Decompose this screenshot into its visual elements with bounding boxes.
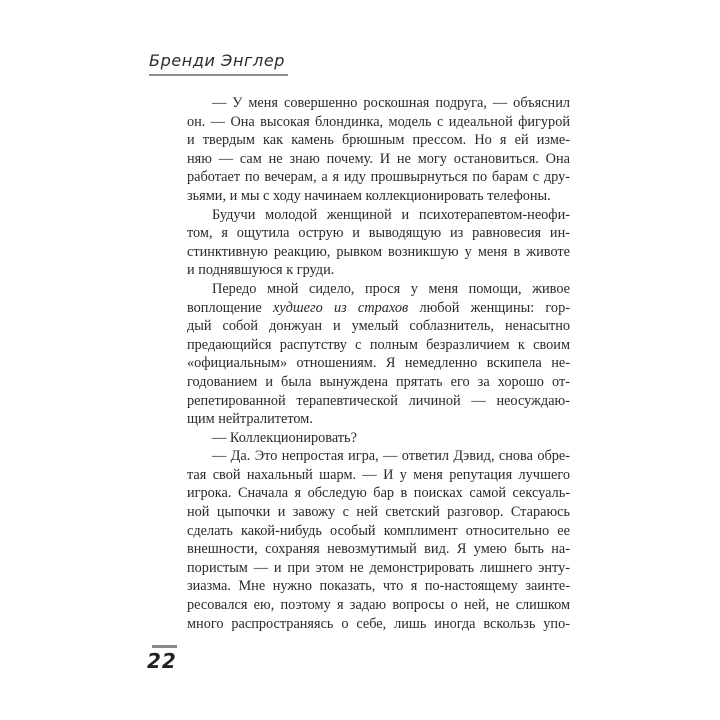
- text-segment: Будучи молодой женщиной и психотерапевтом-неофи-: [212, 206, 570, 223]
- text-segment: игрока. Сначала я обследую бар в поисках самой сексуаль-: [187, 485, 570, 502]
- text-segment: много распространяясь о себе, лишь иногда вскользь упо-: [187, 615, 570, 632]
- paragraph: [187, 280, 570, 429]
- text-line: [187, 354, 570, 373]
- text-line: [187, 559, 570, 578]
- text-segment: ной цыпочки и завожу с ней светский разговор. Стараюсь: [187, 504, 570, 521]
- paragraph: [187, 94, 570, 206]
- text-segment: тая свой нахальный шарм. — И у меня репутация лучшего: [187, 466, 570, 483]
- page-number: 22: [147, 649, 177, 673]
- text-line: [187, 336, 570, 355]
- text-segment: щим нейтралитетом.: [187, 411, 313, 428]
- text-segment: любой женщины: гор-: [408, 299, 570, 316]
- italic-text-segment: худшего из страхов: [272, 299, 409, 316]
- text-segment: репетированной терапевтической личиной — неосуждаю-: [187, 392, 570, 409]
- text-line: [187, 113, 570, 132]
- text-line: [187, 522, 570, 541]
- text-segment: сделать какой-нибудь особый комплимент относительно ее: [187, 522, 570, 539]
- running-header-author: Бренди Энглер: [149, 51, 288, 76]
- text-line: [187, 615, 570, 634]
- paragraph: [187, 206, 570, 280]
- text-segment: предающийся распутству с полным безразличием к своим: [187, 336, 570, 353]
- text-segment: — У меня совершенно роскошная подруга, — объяснил: [212, 95, 570, 111]
- text-line: [187, 392, 570, 411]
- text-segment: воплощение: [187, 299, 273, 316]
- text-segment: Передо мной сидело, прося у меня помощи, живое: [212, 280, 570, 297]
- text-line: [187, 410, 570, 429]
- text-line: [187, 466, 570, 485]
- text-segment: работает по вечерам, а я иду прошвырнуться по барам с дру-: [187, 169, 570, 186]
- text-segment: ресовался ею, поэтому я задаю вопросы о ней, не слишком: [187, 597, 570, 614]
- text-segment: внешности, сохраняя невозмутимый вид. Я умею быть на-: [187, 541, 570, 558]
- text-line: [187, 168, 570, 187]
- text-line: [187, 596, 570, 615]
- text-line: [187, 261, 570, 280]
- text-segment: он. — Она высокая блондинка, модель с идеальной фигурой: [187, 113, 570, 130]
- text-line: [187, 503, 570, 522]
- text-segment: «официальным» отношениям. Я немедленно вскипела не-: [187, 355, 570, 372]
- text-line: [187, 373, 570, 392]
- text-segment: том, я ощутила острую и выводящую из равновесия ин-: [187, 225, 570, 242]
- text-line: [187, 206, 570, 225]
- text-line: [187, 131, 570, 150]
- text-segment: — Коллекционировать?: [212, 429, 357, 446]
- text-segment: — Да. Это непростая игра, — ответил Дэвид, снова обре-: [212, 448, 570, 465]
- text-line: [187, 243, 570, 262]
- text-line: [187, 280, 570, 299]
- text-line: [187, 224, 570, 243]
- text-segment: пористым — и при этом не демонстрировать лишнего энту-: [187, 559, 570, 576]
- text-line: [187, 317, 570, 336]
- text-line: [187, 150, 570, 169]
- text-segment: зьями, и мы с ходу начинаем коллекционировать телефоны.: [187, 187, 551, 204]
- text-line: [187, 577, 570, 596]
- footer-rule: [152, 645, 177, 648]
- text-line: [187, 540, 570, 559]
- text-segment: дый собой донжуан и умелый соблазнитель, ненасытно: [187, 318, 570, 335]
- text-line: [187, 429, 570, 448]
- text-line: [187, 299, 570, 318]
- text-segment: и твердым как камень брюшным прессом. Но я ей изме-: [187, 132, 570, 149]
- paragraph: [187, 447, 570, 633]
- paragraph: [187, 429, 570, 448]
- text-segment: зиазма. Мне нужно показать, что я по-настоящему заинте-: [187, 578, 570, 595]
- text-line: [187, 187, 570, 206]
- text-line: [187, 94, 570, 113]
- text-line: [187, 484, 570, 503]
- text-line: [187, 447, 570, 466]
- text-segment: годованием и была вынуждена прятать его за хорошо от-: [187, 373, 570, 390]
- body-text: [187, 94, 570, 633]
- text-segment: няю — сам не знаю почему. И не могу остановиться. Она: [187, 150, 570, 167]
- text-segment: стинктивную реакцию, рывком возникшую у меня в животе: [187, 243, 570, 260]
- text-segment: и поднявшуюся к груди.: [187, 262, 335, 279]
